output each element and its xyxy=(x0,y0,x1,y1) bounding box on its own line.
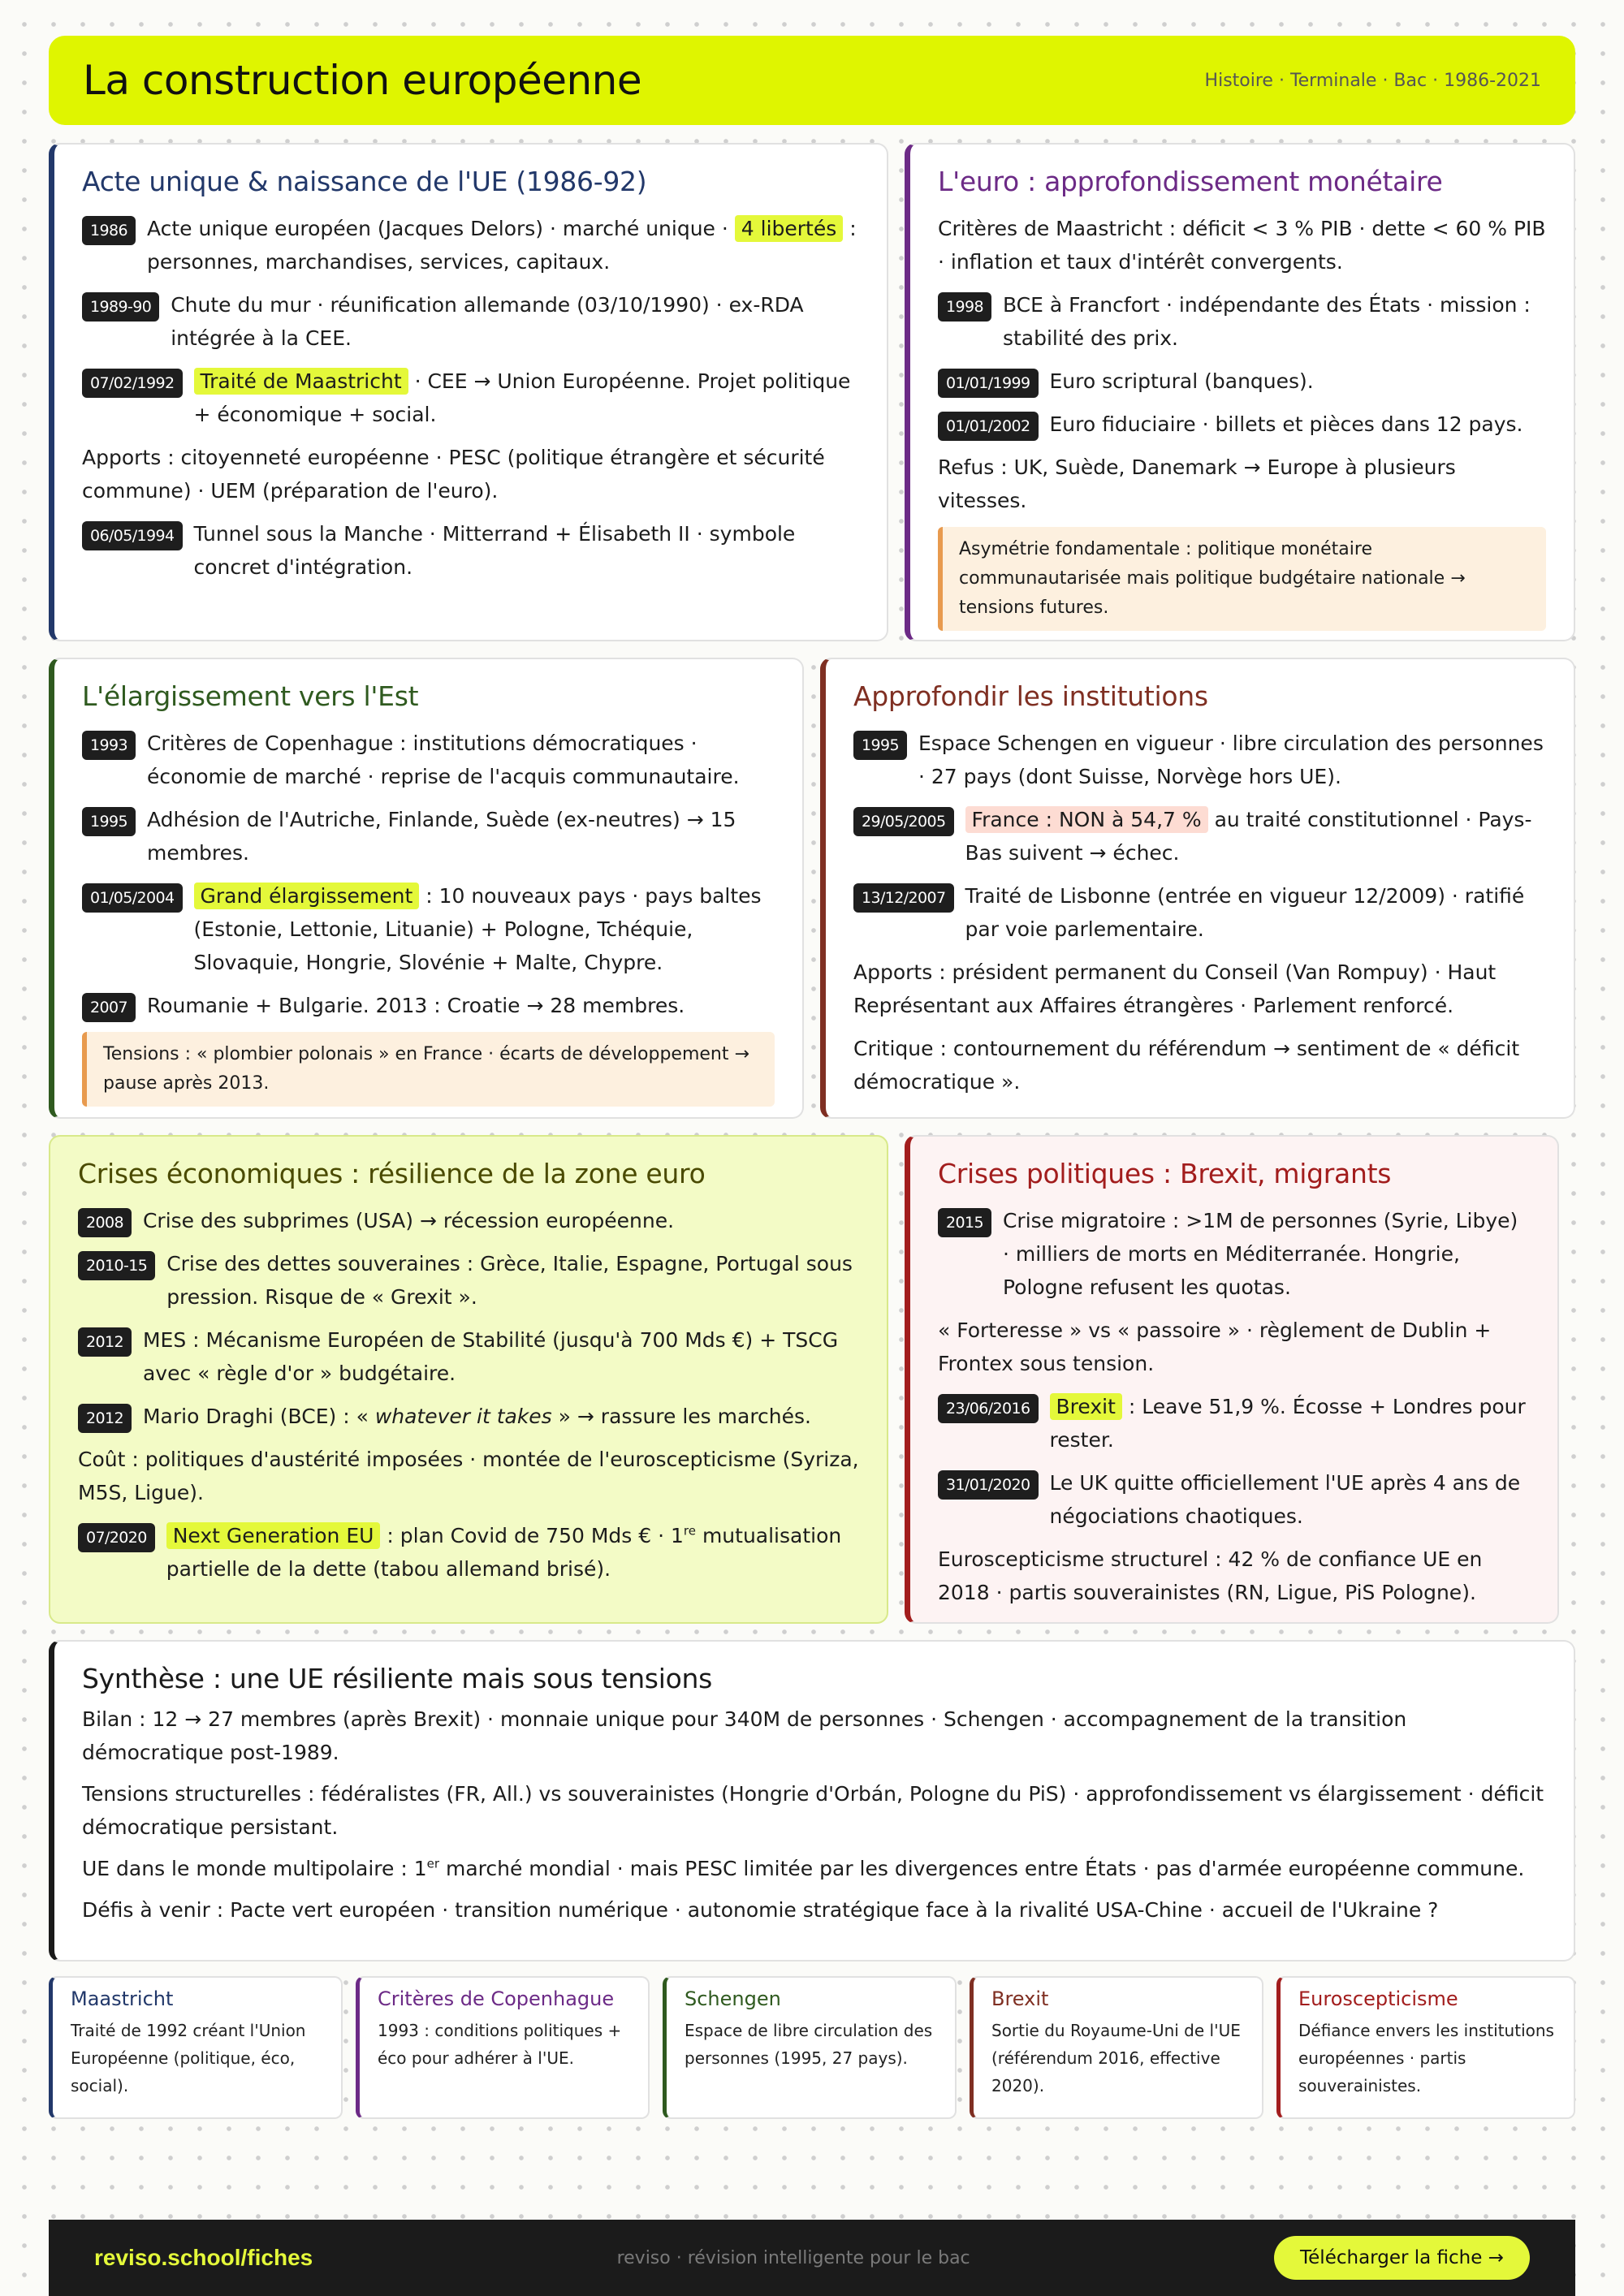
timeline-entry xyxy=(853,879,1546,946)
section-title: Acte unique & naissance de l'UE (1986-92) xyxy=(82,166,647,197)
timeline-entry xyxy=(78,1519,859,1586)
entry-text: Adhésion de l'Autriche, Finlande, Suède (ex-neutres) → 15 membres. xyxy=(146,808,736,865)
timeline-entry xyxy=(938,288,1546,355)
paragraph: Apports : citoyenneté européenne · PESC (politique étrangère et sécurité commune) · UEM (préparation de l'euro). xyxy=(82,446,825,503)
timeline-entry xyxy=(82,989,775,1022)
timeline-entry xyxy=(853,727,1546,793)
glossary-definition: 1993 : conditions politiques + éco pour adhérer à l'UE. xyxy=(378,2021,622,2068)
glossary-card xyxy=(356,1976,650,2119)
quote: whatever it takes xyxy=(374,1405,552,1428)
paragraph: Critères de Maastricht : déficit < 3 % PIB · dette < 60 % PIB · inflation et taux d'intérêt convergents. xyxy=(938,217,1546,274)
timeline-entry xyxy=(82,879,775,979)
timeline-entry xyxy=(938,408,1546,441)
paragraph: Refus : UK, Suède, Danemark → Europe à plusieurs vitesses. xyxy=(938,455,1456,512)
entry-text: Traité de Maastricht · CEE → Union Européenne. Projet politique + économique + social. xyxy=(193,369,851,426)
paragraph: Tensions structurelles : fédéralistes (FR, All.) vs souverainistes (Hongrie d'Orbán, Pologne du PiS) · approfondissement vs élargissement · déficit démocratique persistant. xyxy=(82,1782,1544,1839)
date-tag: 1995 xyxy=(82,807,136,836)
entry-text: Crise des subprimes (USA) → récession européenne. xyxy=(142,1209,675,1232)
timeline-entry xyxy=(938,1390,1530,1457)
section-crises-economiques xyxy=(49,1135,888,1624)
paragraph: Bilan : 12 → 27 membres (après Brexit) · monnaie unique pour 340M de personnes · Schengen · accompagnement de la transition démocratique post-1989. xyxy=(82,1707,1407,1764)
timeline-entry xyxy=(938,365,1546,398)
date-tag: 01/05/2004 xyxy=(82,883,183,913)
section-acte-unique xyxy=(49,143,888,641)
glossary-term: Schengen xyxy=(685,1987,781,2010)
paragraph: Apports : président permanent du Conseil (Van Rompuy) · Haut Représentant aux Affaires étrangères · Parlement renforcé. xyxy=(853,960,1497,1017)
timeline-entry xyxy=(938,1466,1530,1533)
timeline-entry xyxy=(82,517,859,584)
entry-text: Grand élargissement : 10 nouveaux pays · pays baltes (Estonie, Lettonie, Lituanie) + Pologne, Tchéquie, Slovaquie, Hongrie, Slovénie + Malte, Chypre. xyxy=(193,884,762,974)
callout-note: Tensions : « plombier polonais » en France · écarts de développement → pause après 2013. xyxy=(82,1032,775,1107)
glossary-term: Critères de Copenhague xyxy=(378,1987,615,2010)
glossary-definition: Traité de 1992 créant l'Union Européenne (politique, éco, social). xyxy=(71,2021,306,2095)
brand-link[interactable]: reviso.school/fiches xyxy=(94,2245,313,2270)
section-title: Crises économiques : résilience de la zone euro xyxy=(78,1158,706,1189)
entry-text: Acte unique européen (Jacques Delors) · marché unique · 4 libertés : personnes, marchandises, services, capitaux. xyxy=(146,217,857,274)
timeline-entry xyxy=(82,365,859,431)
highlight: Next Generation EU xyxy=(166,1522,381,1549)
entry-text: Euro fiduciaire · billets et pièces dans 12 pays. xyxy=(1049,412,1523,436)
entry-text: Traité de Lisbonne (entrée en vigueur 12/2009) · ratifié par voie parlementaire. xyxy=(965,884,1525,941)
timeline-entry xyxy=(82,212,859,278)
highlight: Brexit xyxy=(1050,1393,1122,1420)
entry-text: Roumanie + Bulgarie. 2013 : Croatie → 28 membres. xyxy=(146,994,685,1017)
glossary-card xyxy=(1276,1976,1575,2119)
section-elargissement xyxy=(49,658,804,1119)
entry-text: Critères de Copenhague : institutions démocratiques · économie de marché · reprise de l'acquis communautaire. xyxy=(146,732,740,788)
glossary-card xyxy=(663,1976,957,2119)
date-tag: 2007 xyxy=(82,993,136,1022)
glossary-card xyxy=(970,1976,1263,2119)
entry-text: Le UK quitte officiellement l'UE après 4 ans de négociations chaotiques. xyxy=(1049,1471,1521,1528)
section-title: Crises politiques : Brexit, migrants xyxy=(938,1158,1392,1189)
date-tag: 07/02/1992 xyxy=(82,369,183,398)
timeline-entry xyxy=(82,288,859,355)
paragraph: UE dans le monde multipolaire : 1er marché mondial · mais PESC limitée par les divergences entre États · pas d'armée européenne commune. xyxy=(82,1856,1525,1880)
paragraph: Critique : contournement du référendum → sentiment de « déficit démocratique ». xyxy=(853,1037,1520,1094)
footer-tagline: reviso · révision intelligente pour le bac xyxy=(616,2247,970,2268)
paragraph: « Forteresse » vs « passoire » · règlement de Dublin + Frontex sous tension. xyxy=(938,1318,1492,1375)
date-tag: 06/05/1994 xyxy=(82,521,183,550)
section-title: L'euro : approfondissement monétaire xyxy=(938,166,1443,197)
entry-text: Brexit : Leave 51,9 %. Écosse + Londres pour rester. xyxy=(1049,1395,1526,1452)
paragraph: Euroscepticisme structurel : 42 % de confiance UE en 2018 · partis souverainistes (RN, Ligue, PiS Pologne). xyxy=(938,1547,1483,1604)
entry-text: Next Generation EU : plan Covid de 750 Mds € · 1re mutualisation partielle de la dette (tabou allemand brisé). xyxy=(166,1523,842,1581)
section-euro xyxy=(905,143,1575,641)
glossary-definition: Défiance envers les institutions européennes · partis souverainistes. xyxy=(1298,2021,1554,2095)
section-title: Approfondir les institutions xyxy=(853,680,1208,712)
entry-text: MES : Mécanisme Européen de Stabilité (jusqu'à 700 Mds €) + TSCG avec « règle d'or » budgétaire. xyxy=(142,1328,839,1385)
glossary-term: Maastricht xyxy=(71,1987,174,2010)
timeline-entry xyxy=(853,803,1546,870)
timeline-entry xyxy=(938,1204,1530,1304)
glossary-definition: Sortie du Royaume-Uni de l'UE (référendum 2016, effective 2020). xyxy=(991,2021,1241,2095)
entry-text: Espace Schengen en vigueur · libre circulation des personnes · 27 pays (dont Suisse, Norvège hors UE). xyxy=(918,732,1544,788)
section-crises-politiques xyxy=(905,1135,1559,1624)
glossary-definition: Espace de libre circulation des personnes (1995, 27 pays). xyxy=(685,2021,933,2068)
section-title: L'élargissement vers l'Est xyxy=(82,680,419,712)
date-tag: 13/12/2007 xyxy=(853,883,954,913)
entry-text: Chute du mur · réunification allemande (03/10/1990) · ex-RDA intégrée à la CEE. xyxy=(171,293,804,350)
date-tag: 2015 xyxy=(938,1208,991,1237)
date-tag: 29/05/2005 xyxy=(853,807,954,836)
page-footer xyxy=(49,2220,1575,2296)
date-tag: 2012 xyxy=(78,1327,132,1357)
section-institutions xyxy=(820,658,1575,1119)
section-synthese xyxy=(49,1640,1575,1962)
entry-text: Euro scriptural (banques). xyxy=(1049,369,1314,393)
date-tag: 1986 xyxy=(82,216,136,245)
entry-text: BCE à Francfort · indépendante des États · mission : stabilité des prix. xyxy=(1002,293,1531,350)
date-tag: 01/01/2002 xyxy=(938,412,1039,441)
paragraph: Défis à venir : Pacte vert européen · transition numérique · autonomie stratégique face à la rivalité USA-Chine · accueil de l'Ukraine ? xyxy=(82,1898,1439,1922)
callout-note: Asymétrie fondamentale : politique monétaire communautarisée mais politique budgétaire nationale → tensions futures. xyxy=(938,527,1546,631)
date-tag: 01/01/1999 xyxy=(938,369,1039,398)
timeline-entry xyxy=(82,803,775,870)
date-tag: 2010-15 xyxy=(78,1251,155,1280)
date-tag: 2008 xyxy=(78,1208,132,1237)
entry-text: France : NON à 54,7 % au traité constitutionnel · Pays-Bas suivent → échec. xyxy=(965,808,1532,865)
date-tag: 1998 xyxy=(938,292,991,322)
page-title: La construction européenne xyxy=(83,57,642,104)
highlight: Traité de Maastricht xyxy=(194,368,408,395)
timeline-entry xyxy=(78,1400,859,1433)
paragraph: Coût : politiques d'austérité imposées · montée de l'euroscepticisme (Syriza, M5S, Ligue). xyxy=(78,1448,859,1504)
page-header xyxy=(49,36,1575,125)
entry-text: Tunnel sous la Manche · Mitterrand + Élisabeth II · symbole concret d'intégration. xyxy=(193,522,796,579)
timeline-entry xyxy=(78,1247,859,1314)
date-tag: 2012 xyxy=(78,1404,132,1433)
highlight: 4 libertés xyxy=(735,215,843,242)
entry-text: Crise des dettes souveraines : Grèce, Italie, Espagne, Portugal sous pression. Risque de « Grexit ». xyxy=(166,1252,853,1309)
highlight: France : NON à 54,7 % xyxy=(965,806,1208,833)
glossary-term: Brexit xyxy=(991,1987,1049,2010)
page-meta: Histoire · Terminale · Bac · 1986-2021 xyxy=(1204,70,1541,91)
entry-text: Crise migratoire : >1M de personnes (Syrie, Libye) · milliers de morts en Méditerranée. Hongrie, Pologne refusent les quotas. xyxy=(1002,1209,1518,1299)
date-tag: 31/01/2020 xyxy=(938,1470,1039,1500)
date-tag: 1993 xyxy=(82,731,136,760)
date-tag: 07/2020 xyxy=(78,1523,155,1552)
date-tag: 1989-90 xyxy=(82,292,159,322)
section-title: Synthèse : une UE résiliente mais sous tensions xyxy=(82,1663,712,1694)
timeline-entry xyxy=(78,1204,859,1237)
download-button[interactable]: Télécharger la fiche → xyxy=(1274,2236,1530,2280)
date-tag: 23/06/2016 xyxy=(938,1394,1039,1423)
glossary-term: Euroscepticisme xyxy=(1298,1987,1458,2010)
date-tag: 1995 xyxy=(853,731,907,760)
timeline-entry xyxy=(78,1323,859,1390)
timeline-entry xyxy=(82,727,775,793)
highlight: Grand élargissement xyxy=(194,883,420,909)
entry-text: Mario Draghi (BCE) : « whatever it takes » → rassure les marchés. xyxy=(142,1405,811,1428)
glossary-card xyxy=(49,1976,343,2119)
